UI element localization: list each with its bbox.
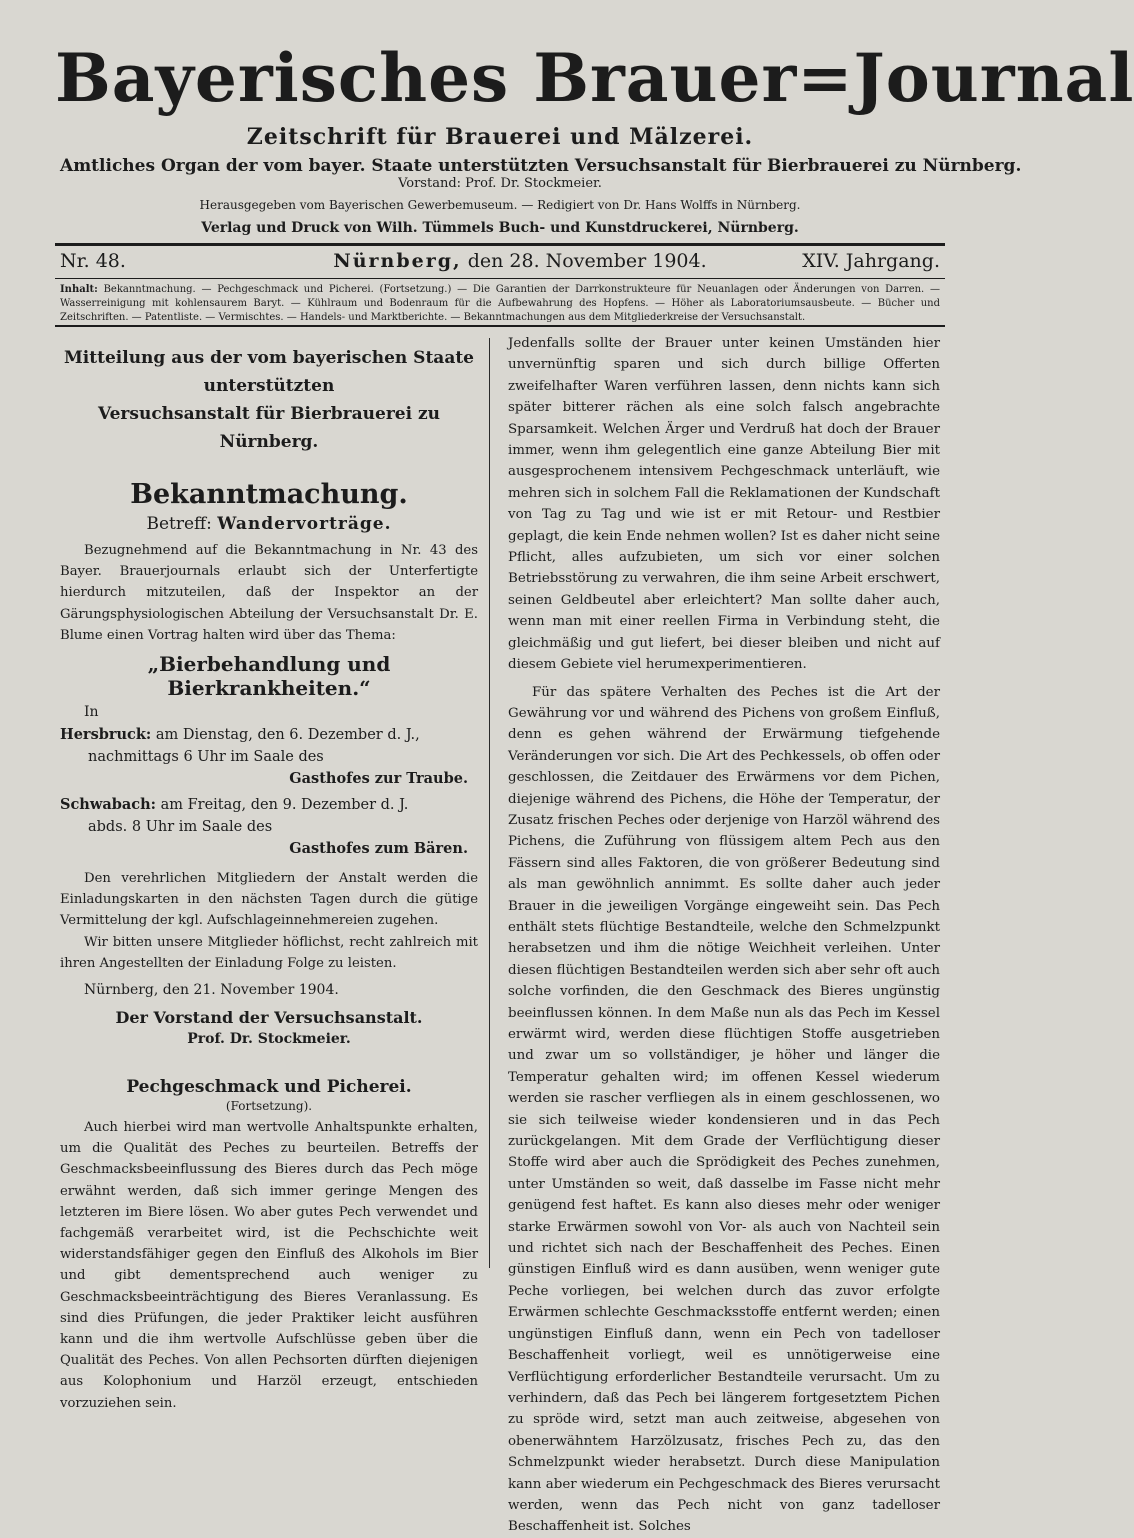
event2-venue: Gasthofes zum Bären. xyxy=(289,840,468,858)
masthead-organ: Amtliches Organ der vom bayer. Staate unterstützten Versuchsanstalt für Bierbrauerei zu Nürnberg. xyxy=(60,156,1022,176)
notice-signoff: Der Vorstand der Versuchsanstalt. xyxy=(115,1008,423,1028)
intro-paragraph: Bezugnehmend auf die Bekanntmachung in Nr. 43 des Bayer. Brauerjournals erlaubt sich der Unterfertigte hierdurch mitzuteilen, daß der Inspektor an der Gärungsphysiologischen Abteilung der Versuchsanstalt Dr. E. Blume einen Vortrag halten wird über das Thema: xyxy=(60,543,478,643)
mitteilung-line-1: Mitteilung aus der vom bayerischen Staate unterstützten xyxy=(63,348,475,396)
bekanntmachung-heading: Bekanntmachung. xyxy=(130,479,408,510)
right-paragraph-1: Jedenfalls sollte der Brauer unter keinen Umständen hier unvernünftig sparen und sich durch billige Offerten zweifelhafter Waren verführen lassen, denn nichts kann sich später bitterer rächen als eine solch falsch angebrachte Sparsamkeit. Welchen Ärger und Verdruß hat doch der Brauer immer, wenn ihm gelegentlich eine ganze Abteilung Bier mit ausgesprochenem intensivem Pechgeschmack unterläuft, wie mehren sich in solchem Fall die Reklamationen der Kundschaft von Tag zu Tag und wie ist er mit Retour- und Restbier geplagt, die kein Ende nehmen wollen? Ist es daher nicht seine Pflicht, alles aufzubieten, um sich vor einer solchen Betriebsstörung zu verwahren, die ihm seine Arbeit erschwert, seinen Geldbeutel aber erleichtert? Man sollte daher auch, wenn man mit einer reellen Firma in Verbindung steht, die gleichmäßig und gut liefert, bei dieser bleiben und nicht auf diesem Gebiete viel herumexperimentieren. xyxy=(508,336,940,673)
masthead-verlag: Verlag und Druck von Wilh. Tümmels Buch- und Kunstdruckerei, Nürnberg. xyxy=(201,220,799,236)
issue-number: Nr. 48. xyxy=(60,250,126,272)
invitation-paragraph: Den verehrlichen Mitgliedern der Anstalt werden die Einladungskarten in den nächsten Tagen durch die gütige Vermittelung der kgl. Aufschlageinnehmereien zugehen. xyxy=(60,871,478,929)
column-divider xyxy=(489,338,490,1268)
mitteilung-line-2: Versuchsanstalt für Bierbrauerei zu Nürnberg. xyxy=(97,404,440,452)
issue-date: den 28. November 1904. xyxy=(467,250,707,272)
event2-time: abds. 8 Uhr im Saale des xyxy=(88,819,273,836)
pech-article-paragraph: Auch hierbei wird man wertvolle Anhaltspunkte erhalten, um die Qualität des Peches zu beurteilen. Betreffs der Geschmacksbeeinflussung des Bieres durch das Pech möge erwähnt werden, daß sich immer geringe Mengen des letzteren im Biere lösen. Wo aber gutes Pech verwendet und fachgemäß verarbeitet wird, ist die Pechschichte weit widerstandsfähiger gegen den Einfluß des Alkohols im Bier und gibt dementsprechend auch weniger zu Geschmacksbeeinträchtigung des Bieres Veranlassung. Es sind dies Prüfungen, die jeder Praktiker leicht ausführen kann und die ihm wertvolle Aufschlüsse geben über die Qualität des Peches. Von allen Pechsorten dürften diejenigen aus Kolophonium und Harzöl erzeugt, entschieden vorzuziehen sein. xyxy=(60,1120,478,1411)
request-paragraph: Wir bitten unsere Mitglieder höflichst, recht zahlreich mit ihren Angestellten der Einladung Folge zu leisten. xyxy=(60,934,478,971)
pech-article-heading: Pechgeschmack und Picherei. xyxy=(126,1077,412,1098)
notice-signer: Prof. Dr. Stockmeier. xyxy=(187,1031,351,1048)
masthead-vorstand: Vorstand: Prof. Dr. Stockmeier. xyxy=(398,176,602,191)
in-label: In xyxy=(84,704,99,721)
issue-place: Nürnberg, xyxy=(333,250,462,272)
left-column xyxy=(60,340,478,1414)
event1-venue: Gasthofes zur Traube. xyxy=(289,770,468,788)
masthead-herausgeber: Herausgegeben vom Bayerischen Gewerbemuseum. — Redigiert von Dr. Hans Wolffs in Nürnberg. xyxy=(199,198,801,212)
event-hersbruck xyxy=(60,724,478,790)
right-column xyxy=(508,333,940,1538)
event1-place: Hersbruck: xyxy=(60,726,152,744)
event2-date: am Freitag, den 9. Dezember d. J. xyxy=(160,797,409,814)
issue-dateline xyxy=(310,250,730,272)
issue-row xyxy=(60,250,940,274)
event1-date: am Dienstag, den 6. Dezember d. J., xyxy=(155,727,420,744)
issue-rule xyxy=(55,278,945,279)
contents-label: Inhalt: xyxy=(60,284,98,295)
event2-place: Schwabach: xyxy=(60,796,156,814)
contents-text: Bekanntmachung. — Pechgeschmack und Picherei. (Fortsetzung.) — Die Garantien der Darrkonstrukteure für Neuanlagen oder Änderungen von Darren. — Wasserreinigung mit kohlensaurem Baryt. — Kühlraum und Bodenraum für die Aufbewahrung des Hopfens. — Höher als Laboratoriumsausbeute. — Bücher und Zeitschriften. — Patentliste. — Vermischtes. — Handels- und Marktberichte. — Bekanntmachungen aus dem Mitgliederkreise der Versuchsanstalt. xyxy=(60,284,940,323)
lecture-theme: „Bierbehandlung und Bierkrankheiten.“ xyxy=(147,652,391,701)
event1-time: nachmittags 6 Uhr im Saale des xyxy=(88,749,324,766)
betreff-line xyxy=(60,514,478,534)
betreff-value: Wandervorträge. xyxy=(217,514,392,534)
pech-article-continuation: (Fortsetzung). xyxy=(225,1099,313,1114)
betreff-label: Betreff: xyxy=(146,514,212,534)
masthead-title: Bayerisches Brauer=Journal xyxy=(55,39,1134,117)
mitteilung-heading xyxy=(60,344,478,456)
right-paragraph-2: Für das spätere Verhalten des Peches ist die Art der Gewährung vor und während des Pichens von großem Einfluß, denn es gehen während der Erwärmung tiefgehende Veränderungen vor sich. Die Art des Pechkessels, ob offen oder geschlossen, die Zeitdauer des Erwärmens vor dem Pichen, diejenige während des Pichens, die Höhe der Temperatur, der Zusatz frischen Peches oder derjenige von Harzöl während des Pichens, die Zuführung von flüssigem altem Pech aus den Fässern sind alles Faktoren, die von größerer Bedeutung sind als man gewöhnlich annimmt. Es sollte daher auch jeder Brauer in die jeweiligen Vorgänge eingeweiht sein. Das Pech enthält stets flüchtige Bestandteile, welche den Schmelzpunkt herabsetzen und ihm die nötige Weichheit verleihen. Unter diesen flüchtigen Bestandteilen werden sich aber sehr oft auch solche vorfinden, die den Geschmack des Bieres ungünstig beeinflussen können. In dem Maße nun als das Pech im Kessel erwärmt wird, werden diese flüchtigen Stoffe ausgetrieben und zwar um so vollständiger, je höher und länger die Temperatur gehalten wird; im offenen Kessel wiederum werden sie rascher verfliegen als in einem geschlossenen, wo sie sich teilweise wieder kondensieren und in das Pech zurückgelangen. Mit dem Grade der Verflüchtigung dieser Stoffe wird aber auch die Sprödigkeit des Peches zunehmen, unter Umständen so weit, daß dasselbe im Fasse nicht mehr genügend fest haftet. Es kann also dieses mehr oder weniger starke Erwärmen sowohl von Vor- als auch von Nachteil sein und richtet sich nach der Beschaffenheit des Peches. Einen günstigen Einfluß wird es dann ausüben, wenn weniger gute Peche vorliegen, bei welchen durch das zuvor erfolgte Erwärmen schlechte Geschmacksstoffe entfernt werden; einen ungünstigen Einfluß dann, wenn ein Pech von tadelloser Beschaffenheit vorliegt, weil es unnötigerweise eine Verflüchtigung erforderlicher Bestandteile verursacht. Um zu verhindern, daß das Pech bei längerem fortgesetztem Pichen zu spröde wird, setzt man auch zeitweise, abgesehen von obenerwähntem Harzölzusatz, frisches Pech zu, das den Schmelzpunkt wieder herabsetzt. Durch diese Manipulation kann aber wiederum ein Pechgeschmack des Bieres verursacht werden, wenn das Pech nicht von ganz tadelloser Beschaffenheit ist. Solches xyxy=(508,684,940,1535)
masthead-subtitle: Zeitschrift für Brauerei und Mälzerei. xyxy=(246,124,754,150)
issue-volume: XIV. Jahrgang. xyxy=(802,250,940,272)
table-of-contents xyxy=(60,283,940,325)
top-rule xyxy=(55,243,945,246)
notice-dateline: Nürnberg, den 21. November 1904. xyxy=(84,982,339,999)
contents-rule xyxy=(55,325,945,327)
event-schwabach xyxy=(60,794,478,860)
